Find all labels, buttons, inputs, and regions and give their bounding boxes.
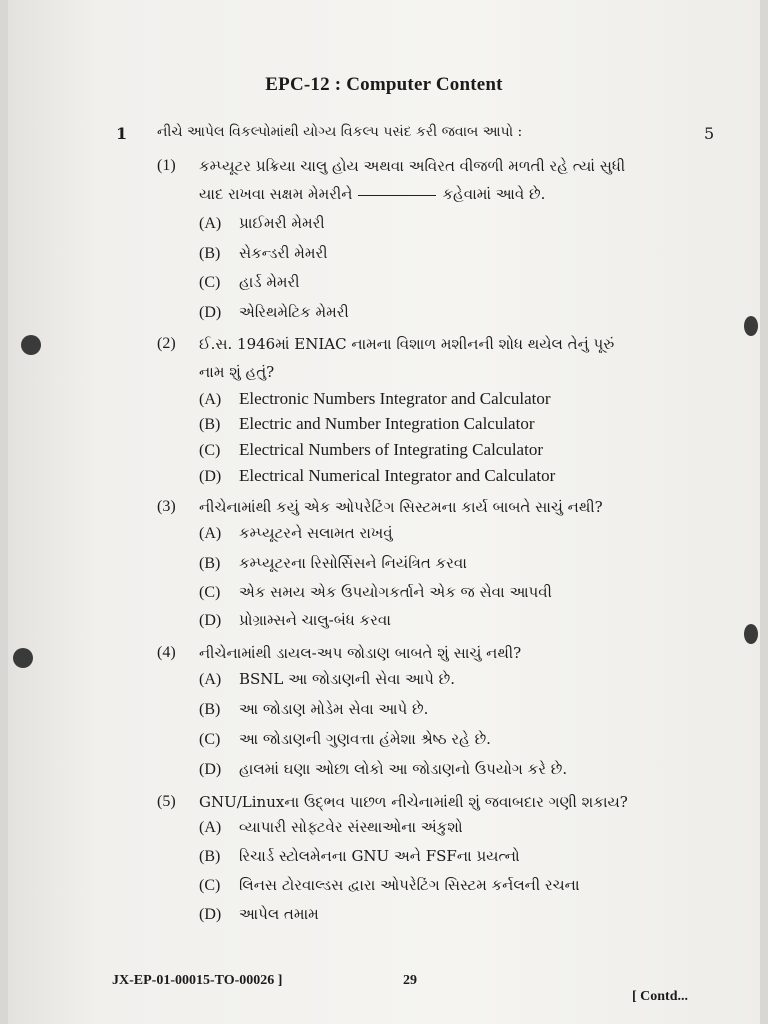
- option-label: (C): [199, 274, 221, 291]
- question-text: કમ્પ્યૂટર પ્રક્રિયા ચાલુ હોય અથવા અવિરત વીજળી મળતી રહે ત્યાં સુધી: [199, 157, 626, 175]
- option-label: (A): [199, 525, 222, 542]
- section-number: 1: [116, 124, 128, 143]
- option-text: પ્રાઈમરી મેમરી: [239, 214, 325, 232]
- option-text: એક સમય એક ઉપયોગકર્તાને એક જ સેવા આપવી: [239, 583, 552, 601]
- punch-hole: [13, 648, 33, 668]
- option: [199, 876, 580, 895]
- option-text: આ જોડાણ મોડેમ સેવા આપે છે.: [239, 700, 429, 718]
- option-label: (D): [199, 468, 222, 485]
- fill-in-blank: [358, 195, 436, 196]
- option-text: હાલમાં ઘણા ઓછા લોકો આ જોડાણનો ઉપયોગ કરે છે.: [239, 760, 568, 778]
- option: [199, 583, 552, 602]
- option-text: લિનસ ટોરવાલ્ડસ દ્વારા ઓપરેટિંગ સિસ્ટમ કર્નલની રચના: [239, 876, 580, 894]
- option: [199, 760, 567, 779]
- option-text: Electric and Number Integration Calculator: [239, 414, 535, 433]
- option-text: કમ્પ્યૂટરના રિસોર્સિસને નિયંત્રિત કરવા: [239, 554, 467, 572]
- option-label: (C): [199, 442, 221, 459]
- option: [199, 670, 455, 689]
- option: [199, 700, 428, 719]
- question-text-part: યાદ રાખવા સક્ષમ મેમરીને: [199, 185, 353, 203]
- question-text-line2: [199, 180, 697, 208]
- punch-hole: [744, 624, 758, 644]
- question-1: [157, 152, 697, 208]
- option-label: (D): [199, 304, 222, 321]
- option: [199, 440, 543, 460]
- option: [199, 524, 393, 543]
- section-marks: 5: [704, 124, 715, 143]
- option: [199, 389, 551, 409]
- question-number: (4): [157, 644, 176, 661]
- option-text: કમ્પ્યૂટરને સલામત રાખવું: [239, 524, 393, 542]
- option-text: Electrical Numbers of Integrating Calculator: [239, 440, 543, 459]
- option: [199, 273, 300, 292]
- option: [199, 730, 491, 749]
- option-text: પ્રોગ્રામ્સને ચાલુ-બંધ કરવા: [239, 611, 391, 629]
- question-2: [157, 330, 697, 386]
- question-number: (3): [157, 498, 176, 515]
- option-label: (B): [199, 701, 221, 718]
- option-text: આપેલ તમામ: [239, 905, 319, 923]
- question-3: [157, 493, 697, 521]
- option-label: (D): [199, 906, 222, 923]
- question-text: નીચેનામાંથી કયું એક ઓપરેટિંગ સિસ્ટમના કાર્ય બાબતે સાચું નથી?: [199, 498, 603, 516]
- option: [199, 244, 328, 263]
- option-label: (A): [199, 391, 222, 408]
- option: [199, 847, 520, 866]
- option-label: (B): [199, 555, 221, 572]
- option-label: (B): [199, 245, 221, 262]
- question-number: (5): [157, 793, 176, 810]
- option-label: (D): [199, 761, 222, 778]
- option: [199, 818, 463, 837]
- option-text: હાર્ડ મેમરી: [239, 273, 300, 291]
- paper-code: JX-EP-01-00015-TO-00026 ]: [112, 973, 283, 988]
- option-label: (C): [199, 877, 221, 894]
- question-number: (1): [157, 157, 176, 174]
- option-text: સેકન્ડરી મેમરી: [239, 244, 328, 262]
- option: [199, 905, 319, 924]
- option-label: (A): [199, 819, 222, 836]
- question-4: [157, 639, 697, 667]
- question-text: GNU/Linuxના ઉદ્ભવ પાછળ નીચેનામાંથી શું જવાબદાર ગણી શકાય?: [199, 793, 628, 811]
- page-number: 29: [403, 973, 417, 988]
- option-text: વ્યાપારી સોફ્ટવેર સંસ્થાઓના અંકુશો: [239, 818, 463, 836]
- page-title: EPC-12 : Computer Content: [265, 74, 503, 95]
- option-text: Electronic Numbers Integrator and Calculator: [239, 389, 551, 408]
- option-text: એરિથમેટિક મેમરી: [239, 303, 349, 321]
- continued-note: [ Contd...: [632, 989, 689, 1004]
- option-text: BSNL આ જોડાણની સેવા આપે છે.: [239, 670, 456, 688]
- option: [199, 466, 555, 486]
- option-text: રિચાર્ડ સ્ટોલમેનના GNU અને FSFના પ્રયત્નો: [239, 847, 520, 865]
- option-label: (C): [199, 584, 221, 601]
- question-number: (2): [157, 335, 176, 352]
- option-label: (D): [199, 612, 222, 629]
- punch-hole: [744, 316, 758, 336]
- section-instruction: નીચે આપેલ વિકલ્પોમાંથી યોગ્ય વિકલ્પ પસંદ કરી જવાબ આપો :: [157, 124, 523, 140]
- option-label: (B): [199, 416, 221, 433]
- option-label: (B): [199, 848, 221, 865]
- option-label: (A): [199, 215, 222, 232]
- question-text-part: કહેવામાં આવે છે.: [442, 185, 546, 203]
- option-label: (C): [199, 731, 221, 748]
- question-text-line2: નામ શું હતું?: [199, 363, 275, 381]
- question-text: ઈ.સ. 1946માં ENIAC નામના વિશાળ મશીનની શોધ થયેલ તેનું પૂરું: [199, 335, 615, 353]
- option-label: (A): [199, 671, 222, 688]
- question-5: [157, 788, 697, 816]
- option: [199, 303, 349, 322]
- option: [199, 214, 325, 233]
- option: [199, 611, 391, 630]
- option: [199, 554, 467, 573]
- question-text: નીચેનામાંથી ડાયલ-અપ જોડાણ બાબતે શું સાચું નથી?: [199, 644, 522, 662]
- option: [199, 414, 535, 434]
- option-text: આ જોડાણની ગુણવત્તા હંમેશા શ્રેષ્ઠ રહે છે.: [239, 730, 491, 748]
- punch-hole: [21, 335, 41, 355]
- option-text: Electrical Numerical Integrator and Calculator: [239, 466, 556, 485]
